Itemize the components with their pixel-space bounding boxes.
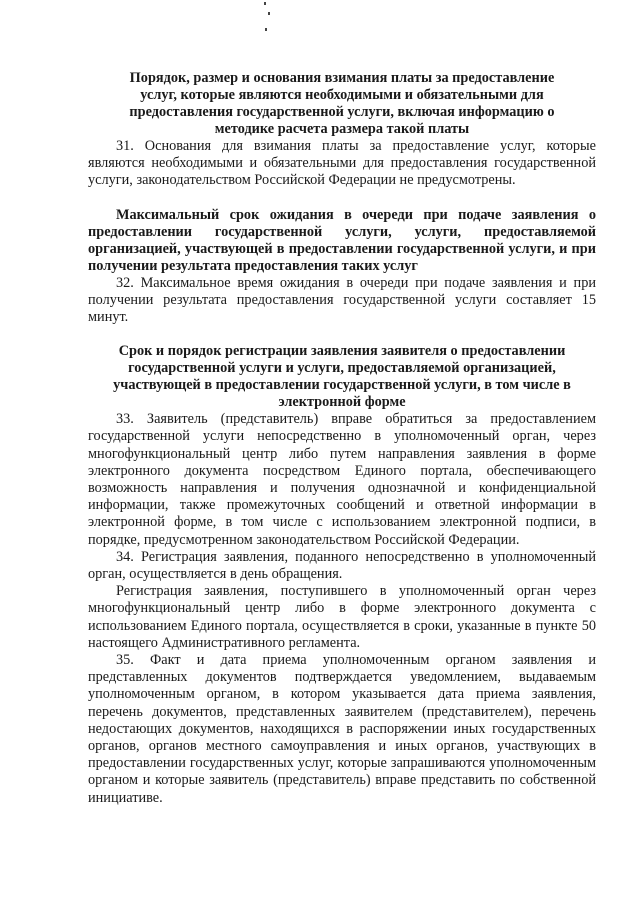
paragraph-31: 31. Основания для взимания платы за предоставление услуг, которые являются необходимыми и обязательными для предоставления государственной услуги, законодательством Российской Федерации не предусмотрены. (88, 138, 596, 189)
section-heading: Срок и порядок регистрации заявления заявителя о предоставлении государственной услуги и услуги, предоставляемой организацией, участвующей в предоставлении государственной услуги, в том числе в электронной форме (113, 343, 571, 411)
section-heading: Порядок, размер и основания взимания платы за предоставление услуг, которые являются необходимыми и обязательными для предоставления государственной услуги, включая информацию о методике расчета размера такой платы (129, 70, 555, 137)
section-fee-basis (88, 70, 596, 138)
paragraph-34: 34. Регистрация заявления, поданного непосредственно в уполномоченный орган, осуществляется в день обращения. (88, 548, 596, 583)
paragraph-registration: Регистрация заявления, поступившего в уполномоченный орган через многофункциональный центр либо в форме электронного документа с использованием Единого портала, осуществляется в сроки, указанные в пункте 50 настоящего Административного регламента. (88, 583, 596, 651)
scan-marks (262, 2, 276, 42)
paragraph-35: 35. Факт и дата приема уполномоченным органом заявления и представленных документов подтверждается уведомлением, выдаваемым уполномоченным органом, в котором указывается дата приема заявления, перечень документов, представленных заявителем (представителем), перечень недостающих документов, находящихся в распоряжении иных государственных органов, органов местного самоуправления и иных органов, участвующих в предоставлении государственных услуг, которые запрашиваются уполномоченным органом и которые заявитель (представитель) вправе представить по собственной инициативе. (88, 652, 596, 806)
paragraph-32: 32. Максимальное время ожидания в очереди при подаче заявления и при получении результата предоставления государственной услуги составляет 15 минут. (88, 274, 596, 326)
paragraph-33: 33. Заявитель (представитель) вправе обратиться за предоставлением государственной услуги непосредственно в уполномоченный орган, через многофункциональный центр либо путем направления заявления в форме электронного документа посредством Единого портала, обеспечивающего возможность направления и получения однозначной и конфиденциальной информации, также промежуточных сообщений и ответной информации в электронной форме, в том числе с использованием электронной подписи, в порядке, предусмотренном законодательством Российской Федерации. (88, 411, 596, 548)
document-page (88, 70, 596, 807)
section-registration (88, 343, 596, 411)
section-heading: Максимальный срок ожидания в очереди при подаче заявления о предоставлении государственной услуги, услуги, предоставляемой организацией, участвующей в предоставлении государственной услуги, и при получении результата предоставления таких услуг (88, 206, 596, 274)
